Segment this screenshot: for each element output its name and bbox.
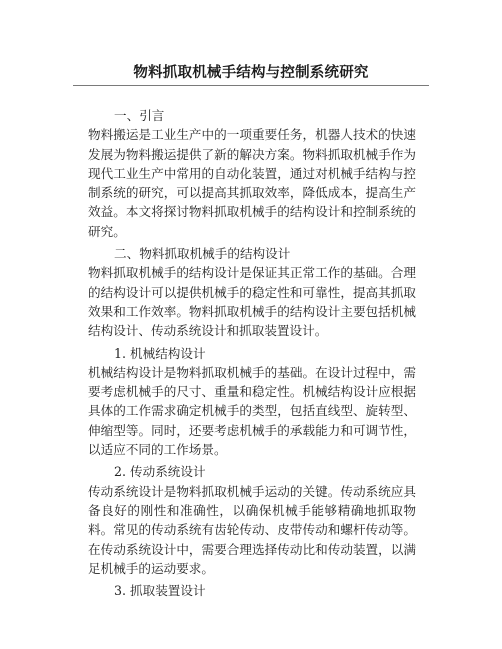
paragraph-intro: 物料搬运是工业生产中的一项重要任务，机器人技术的快速发展为物料搬运提供了新的解决方案。物料抓取机械手作为现代工业生产中常用的自动化装置，通过对机械手结构与控制系统的研究，可以提高其抓取效率，降低成本，提高生产效益。本文将探讨物料抓取机械手的结构设计和控制系统的研究。 xyxy=(88,127,416,239)
section-heading-intro: 一、引言 xyxy=(114,108,165,123)
subsection-heading-transmission: 2. 传动系统设计 xyxy=(114,464,206,480)
title-divider xyxy=(73,85,429,86)
subsection-heading-mechanical: 1. 机械结构设计 xyxy=(114,345,206,361)
section-heading-structure: 二、物料抓取机械手的结构设计 xyxy=(114,246,291,262)
paragraph-transmission: 传动系统设计是物料抓取机械手运动的关键。传动系统应具备良好的刚性和准确性，以确保机械手能够精确地抓取物料。常见的传动系统有齿轮传动、皮带传动和螺杆传动等。在传动系统设计中，需要合理选择传动比和传动装置，以满足机械手的运动要求。 xyxy=(88,483,416,576)
document-title: 物料抓取机械手结构与控制系统研究 xyxy=(133,65,369,81)
paragraph-structure: 物料抓取机械手的结构设计是保证其正常工作的基础。合理的结构设计可以提供机械手的稳定性和可靠性，提高其抓取效果和工作效率。物料抓取机械手的结构设计主要包括机械结构设计、传动系统设计和抓取装置设计。 xyxy=(88,265,416,339)
paragraph-mechanical: 机械结构设计是物料抓取机械手的基础。在设计过程中，需要考虑机械手的尺寸、重量和稳定性。机械结构设计应根据具体的工作需求确定机械手的类型，包括直线型、旋转型、伸缩型等。同时，还要考虑机械手的承载能力和可调节性，以适应不同的工作场景。 xyxy=(88,364,416,458)
document-body xyxy=(88,102,416,600)
subsection-heading-gripper: 3. 抓取装置设计 xyxy=(114,583,206,599)
